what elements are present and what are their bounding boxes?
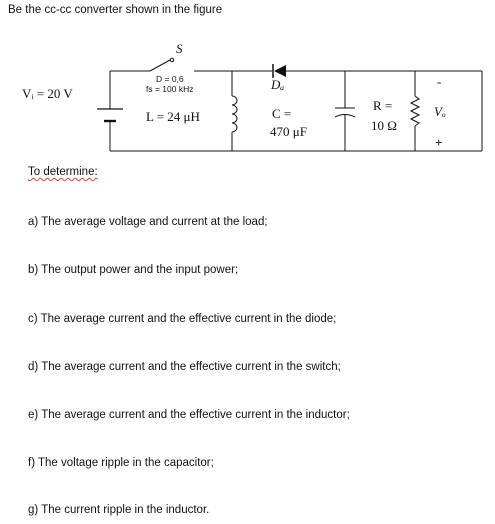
to-determine-heading: To determine:: [28, 166, 98, 178]
switch-label: S: [176, 41, 183, 56]
switch-contact: [170, 58, 173, 61]
converter-circuit-diagram: [0, 26, 495, 166]
question-f: f) The voltage ripple in the capacitor;: [28, 457, 214, 469]
inductor-coil: [232, 96, 237, 132]
inductor-label: L = 24 μH: [146, 109, 200, 124]
resistor-zigzag: [411, 96, 419, 126]
resistor-label-name: R =: [373, 98, 393, 113]
question-a: a) The average voltage and current at the load;: [28, 216, 268, 228]
diode-label: Dₐ: [271, 77, 285, 92]
output-plus-sign: +: [435, 135, 443, 150]
question-d: d) The average current and the effective current in the switch;: [28, 361, 341, 373]
output-voltage-label: Vₒ: [434, 104, 446, 119]
question-b: b) The output power and the input power;: [28, 264, 239, 276]
duty-cycle-label: D = 0,6: [156, 74, 184, 84]
question-g: g) The current ripple in the inductor.: [28, 504, 210, 516]
capacitor-label-name: C =: [272, 106, 292, 121]
question-c: c) The average current and the effective current in the diode;: [28, 313, 337, 325]
output-minus-sign: -: [437, 74, 442, 89]
resistor-label-value: 10 Ω: [371, 118, 397, 133]
source-voltage-label: Vᵢ = 20 V: [22, 86, 73, 101]
question-e: e) The average current and the effective current in the inductor;: [28, 409, 350, 421]
diode-icon: [274, 65, 286, 77]
switching-frequency-label: fs = 100 kHz: [146, 84, 194, 94]
capacitor-label-value: 470 μF: [270, 124, 307, 139]
switch-blade: [150, 60, 170, 71]
problem-heading: Be the cc-cc converter shown in the figure: [8, 4, 223, 16]
